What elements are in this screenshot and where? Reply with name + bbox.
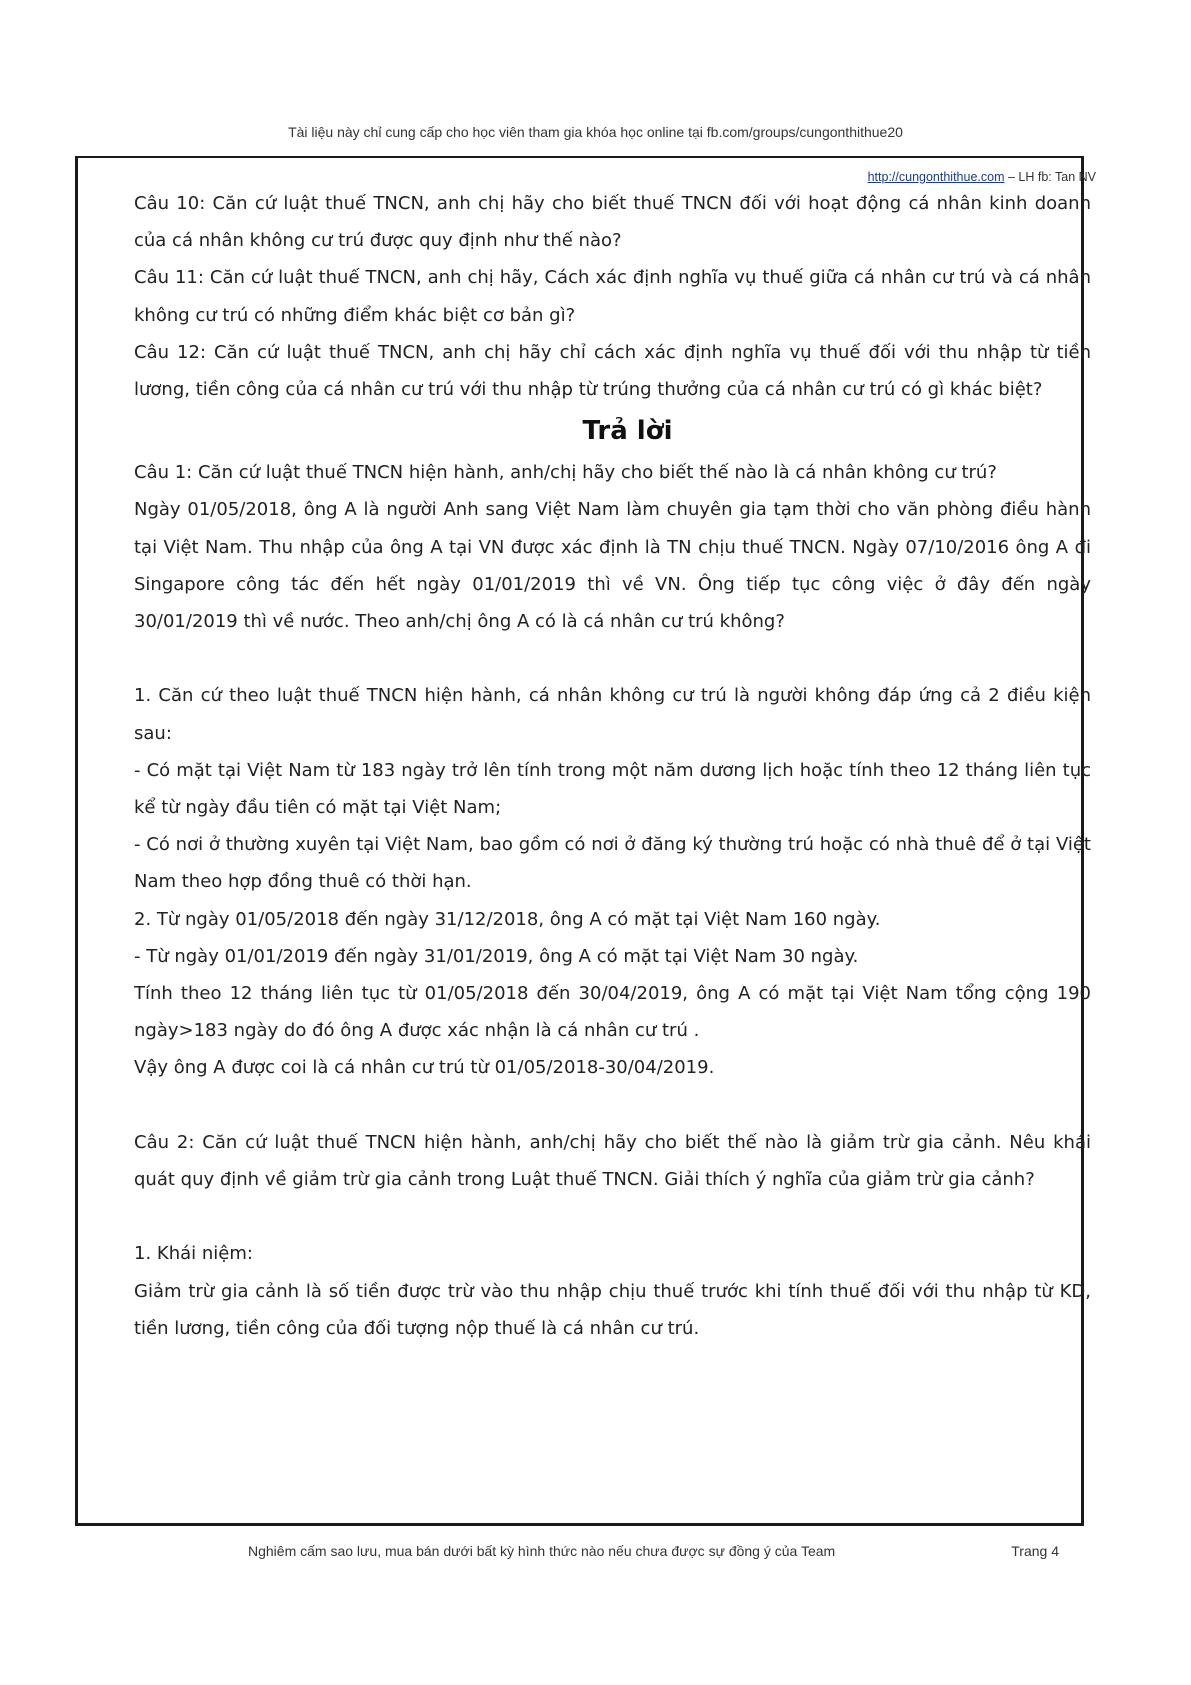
document-body: [134, 185, 1091, 1347]
answer-1-paragraph: 2. Từ ngày 01/05/2018 đến ngày 31/12/2018, ông A có mặt tại Việt Nam 160 ngày.: [134, 908, 881, 930]
answer-1-paragraph: 1. Căn cứ theo luật thuế TNCN hiện hành, cá nhân không cư trú là người không đáp ứng cả 2 điều kiện sau:: [134, 685, 1091, 744]
site-contact: – LH fb: Tan NV: [1004, 170, 1096, 184]
header-note: Tài liệu này chỉ cung cấp cho học viên tham gia khóa học online tại fb.com/groups/cungonthithue20: [288, 124, 903, 140]
answer-1-paragraph: - Từ ngày 01/01/2019 đến ngày 31/01/2019, ông A có mặt tại Việt Nam 30 ngày.: [134, 945, 859, 967]
question-12: Câu 12: Căn cứ luật thuế TNCN, anh chị hãy chỉ cách xác định nghĩa vụ thuế đối với thu nhập từ tiền lương, tiền công của cá nhân cư trú với thu nhập từ trúng thưởng của cá nhân cư trú có gì khác biệt?: [134, 341, 1091, 401]
answer-1-paragraph: Tính theo 12 tháng liên tục từ 01/05/2018 đến 30/04/2019, ông A có mặt tại Việt Nam tổng cộng 190 ngày>183 ngày do đó ông A được xác nhận là cá nhân cư trú .: [134, 983, 1091, 1042]
site-info: [868, 170, 1096, 184]
answer-1-paragraph: - Có nơi ở thường xuyên tại Việt Nam, bao gồm có nơi ở đăng ký thường trú hoặc có nhà thuê để ở tại Việt Nam theo hợp đồng thuê có thời hạn.: [134, 834, 1091, 893]
spacer: [134, 640, 1091, 677]
answer-2-paragraph: Giảm trừ gia cảnh là số tiền được trừ vào thu nhập chịu thuế trước khi tính thuế đối với thu nhập từ KD, tiền lương, tiền công của đối tượng nộp thuế là cá nhân cư trú.: [134, 1280, 1091, 1339]
answer-1-scenario: Ngày 01/05/2018, ông A là người Anh sang Việt Nam làm chuyên gia tạm thời cho văn phòng điều hành tại Việt Nam. Thu nhập của ông A tại VN được xác định là TN chịu thuế TNCN. Ngày 07/10/2016 ông A đi Singapore công tác đến hết ngày 01/01/2019 thì về VN. Ông tiếp tục công việc ở đây đến ngày 30/01/2019 thì về nước. Theo anh/chị ông A có là cá nhân cư trú không?: [134, 499, 1091, 633]
answer-title: Trả lời: [582, 416, 673, 447]
answer-1-paragraph: - Có mặt tại Việt Nam từ 183 ngày trở lên tính trong một năm dương lịch hoặc tính theo 12 tháng liên tục kể từ ngày đầu tiên có mặt tại Việt Nam;: [134, 759, 1091, 819]
answer-1-question: Câu 1: Căn cứ luật thuế TNCN hiện hành, anh/chị hãy cho biết thế nào là cá nhân không cư trú?: [134, 462, 997, 484]
answer-2-paragraph: 1. Khái niệm:: [134, 1243, 253, 1265]
answer-2-question: Câu 2: Căn cứ luật thuế TNCN hiện hành, anh/chị hãy cho biết thế nào là giảm trừ gia cảnh. Nêu khái quát quy định về giảm trừ gia cảnh trong Luật thuế TNCN. Giải thích ý nghĩa của giảm trừ gia cảnh?: [134, 1131, 1091, 1191]
footer-notice: Nghiêm cấm sao lưu, mua bán dưới bất kỳ hình thức nào nếu chưa được sự đồng ý của Team: [248, 1543, 836, 1559]
page-number: Trang 4: [1011, 1543, 1059, 1559]
question-11: Câu 11: Căn cứ luật thuế TNCN, anh chị hãy, Cách xác định nghĩa vụ thuế giữa cá nhân cư trú và cá nhân không cư trú có những điểm khác biệt cơ bản gì?: [134, 267, 1091, 326]
answer-1-paragraph: Vậy ông A được coi là cá nhân cư trú từ 01/05/2018-30/04/2019.: [134, 1057, 715, 1079]
page-footer: [248, 1543, 1068, 1559]
question-10: Câu 10: Căn cứ luật thuế TNCN, anh chị hãy cho biết thuế TNCN đối với hoạt động cá nhân kinh doanh của cá nhân không cư trú được quy định như thế nào?: [134, 193, 1091, 252]
site-link[interactable]: http://cungonthithue.com: [867, 170, 1005, 184]
spacer: [134, 1198, 1091, 1235]
spacer: [134, 1087, 1091, 1124]
